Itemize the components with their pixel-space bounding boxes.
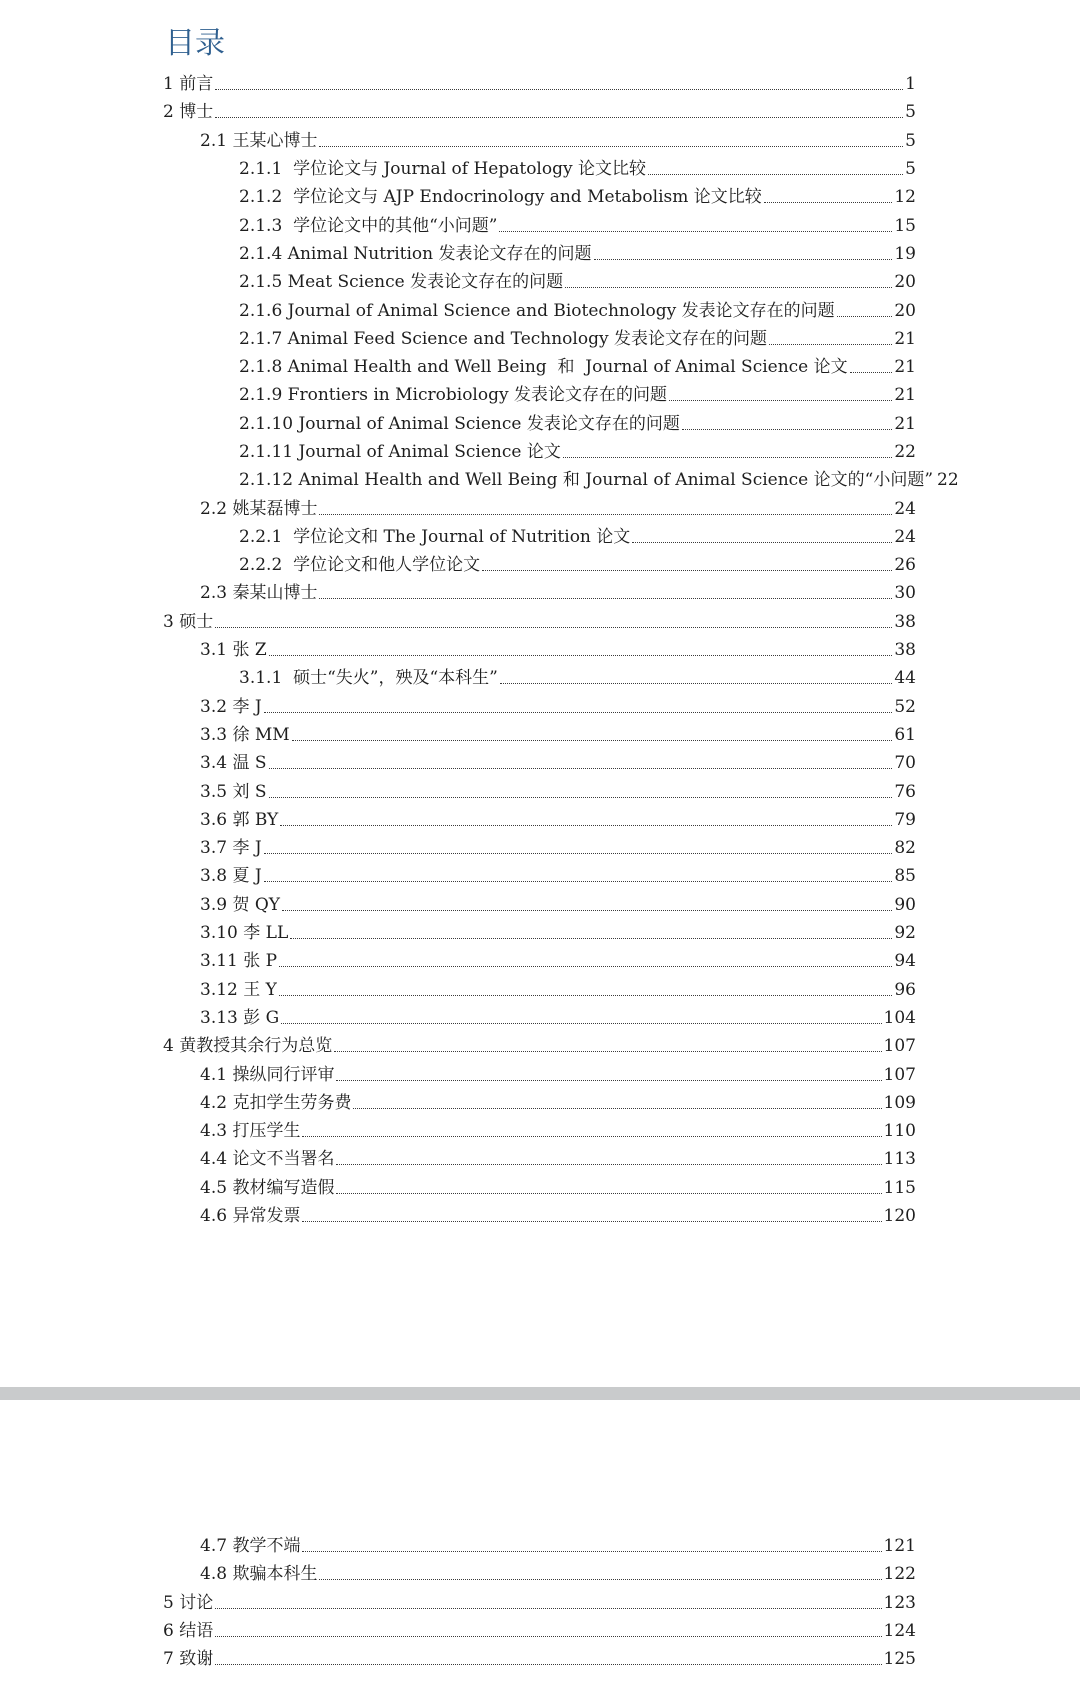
toc-entry[interactable] bbox=[239, 155, 916, 183]
toc-entry-label: 打压学生 bbox=[232, 1121, 301, 1142]
toc-entry[interactable] bbox=[200, 1174, 916, 1202]
toc-entry-label: 学位论文和他人学位论文 bbox=[293, 555, 481, 576]
toc-entry[interactable] bbox=[163, 1617, 916, 1645]
toc-entry[interactable] bbox=[239, 410, 916, 438]
toc-entry-page: 52 bbox=[894, 696, 916, 717]
toc-entry-number: 3.8 bbox=[200, 866, 228, 887]
toc-entry[interactable] bbox=[163, 1645, 916, 1673]
toc-entry-label: 学位论文中的其他“小问题” bbox=[293, 215, 498, 236]
toc-dot-leader bbox=[769, 343, 892, 345]
toc-dot-leader bbox=[669, 399, 892, 401]
toc-entry-page: 38 bbox=[894, 611, 916, 632]
toc-entry-number: 7 bbox=[163, 1649, 174, 1670]
toc-entry-label: 硕士“失火”，殃及“本科生” bbox=[293, 668, 498, 689]
toc-dot-leader bbox=[319, 1578, 881, 1580]
toc-entry-page: 21 bbox=[894, 328, 916, 349]
toc-entry-number: 2.1.2 bbox=[239, 187, 283, 208]
toc-entry-page: 24 bbox=[894, 498, 916, 519]
toc-entry-number: 2.2.1 bbox=[239, 526, 283, 547]
toc-entry-label: Animal Health and Well Being 和 Journal of Animal Science 论文 bbox=[287, 357, 848, 378]
toc-entry-page: 113 bbox=[883, 1149, 916, 1170]
toc-dot-leader bbox=[282, 909, 892, 911]
toc-entry-number: 3.12 bbox=[200, 979, 238, 1000]
toc-entry-number: 4.2 bbox=[200, 1092, 228, 1113]
toc-entry-page: 107 bbox=[883, 1064, 916, 1085]
toc-dot-leader bbox=[302, 1135, 881, 1137]
toc-list bbox=[0, 70, 1080, 1230]
toc-entry-label: 学位论文与 Journal of Hepatology 论文比较 bbox=[293, 159, 646, 180]
toc-entry-label: 张 Z bbox=[232, 640, 267, 661]
toc-entry-number: 3.4 bbox=[200, 753, 228, 774]
toc-entry-page: 79 bbox=[894, 809, 916, 830]
toc-entry[interactable] bbox=[239, 664, 916, 692]
toc-entry[interactable] bbox=[200, 1532, 916, 1560]
toc-entry-page: 61 bbox=[894, 724, 916, 745]
toc-title: 目录 bbox=[165, 26, 225, 61]
toc-dot-leader bbox=[215, 626, 892, 628]
toc-entry-page: 22 bbox=[894, 442, 916, 462]
toc-dot-leader bbox=[215, 1607, 881, 1609]
toc-entry-page: 115 bbox=[883, 1177, 916, 1198]
toc-entry-page: 44 bbox=[894, 668, 916, 689]
toc-entry-label: 前言 bbox=[179, 74, 214, 95]
toc-entry-label: 硕士 bbox=[179, 611, 214, 632]
toc-entry-number: 2.1.7 bbox=[239, 328, 283, 349]
toc-entry-page: 19 bbox=[894, 243, 916, 264]
toc-entry-label: 李 J bbox=[232, 838, 262, 859]
toc-entry[interactable] bbox=[200, 1060, 916, 1088]
toc-entry-number: 4.7 bbox=[200, 1536, 228, 1557]
toc-entry-page: 20 bbox=[894, 300, 916, 321]
toc-dot-leader bbox=[565, 286, 892, 288]
toc-entry-number: 5 bbox=[163, 1592, 174, 1613]
toc-entry-number: 4.1 bbox=[200, 1064, 228, 1085]
toc-dot-leader bbox=[499, 230, 892, 232]
toc-entry-number: 3.1.1 bbox=[239, 668, 283, 689]
toc-entry-page: 125 bbox=[883, 1649, 916, 1670]
toc-entry[interactable] bbox=[200, 862, 916, 890]
toc-dot-leader bbox=[336, 1163, 881, 1165]
toc-entry-number: 4.3 bbox=[200, 1121, 228, 1142]
toc-entry-page: 121 bbox=[883, 1536, 916, 1557]
toc-entry[interactable] bbox=[239, 325, 916, 353]
toc-entry-page: 124 bbox=[883, 1621, 916, 1642]
toc-dot-leader bbox=[269, 654, 893, 656]
toc-dot-leader bbox=[279, 994, 892, 996]
toc-entry-label: Animal Nutrition 发表论文存在的问题 bbox=[287, 243, 592, 264]
toc-entry-label: 操纵同行评审 bbox=[232, 1064, 335, 1085]
toc-entry-label: Animal Feed Science and Technology 发表论文存在的问题 bbox=[287, 328, 767, 349]
toc-entry-label: Journal of Animal Science 发表论文存在的问题 bbox=[298, 413, 680, 434]
toc-dot-leader bbox=[482, 569, 892, 571]
toc-entry-label: 学位论文和 The Journal of Nutrition 论文 bbox=[293, 526, 631, 547]
toc-entry-label: 徐 MM bbox=[232, 724, 290, 745]
toc-entry-number: 3.11 bbox=[200, 951, 238, 972]
toc-entry[interactable] bbox=[200, 636, 916, 664]
toc-dot-leader bbox=[302, 1220, 881, 1222]
toc-entry[interactable] bbox=[163, 1032, 916, 1060]
toc-entry-label: 郭 BY bbox=[232, 809, 279, 830]
toc-entry-label: Frontiers in Microbiology 发表论文存在的问题 bbox=[287, 385, 667, 406]
toc-entry-number: 4.5 bbox=[200, 1177, 228, 1198]
toc-entry-page: 22 bbox=[937, 470, 959, 491]
toc-entry[interactable] bbox=[239, 240, 916, 268]
toc-entry-page: 122 bbox=[883, 1564, 916, 1585]
toc-entry[interactable] bbox=[200, 891, 916, 919]
toc-dot-leader bbox=[837, 315, 893, 317]
toc-dot-leader bbox=[215, 116, 903, 118]
toc-entry[interactable] bbox=[163, 608, 916, 636]
toc-entry-number: 3.1 bbox=[200, 640, 228, 661]
toc-entry[interactable] bbox=[163, 70, 916, 98]
toc-entry-label: 王某心博士 bbox=[232, 130, 318, 151]
toc-dot-leader bbox=[215, 1635, 881, 1637]
toc-entry-number: 3.2 bbox=[200, 696, 228, 717]
toc-entry-page: 1 bbox=[905, 74, 916, 95]
toc-entry[interactable] bbox=[200, 777, 916, 805]
toc-entry[interactable] bbox=[200, 947, 916, 975]
toc-entry-page: 76 bbox=[894, 781, 916, 802]
toc-entry[interactable] bbox=[200, 127, 916, 155]
toc-entry[interactable] bbox=[200, 834, 916, 862]
toc-dot-leader bbox=[319, 597, 892, 599]
toc-entry-page: 24 bbox=[894, 526, 916, 547]
toc-entry-page: 12 bbox=[894, 187, 916, 208]
toc-entry-number: 2.1.10 bbox=[239, 413, 294, 434]
toc-entry[interactable] bbox=[239, 183, 916, 211]
toc-dot-leader bbox=[264, 711, 893, 713]
toc-entry-label: 姚某磊博士 bbox=[232, 498, 318, 519]
toc-entry[interactable] bbox=[239, 211, 916, 239]
toc-entry-label: Journal of Animal Science and Biotechnology 发表论文存在的问题 bbox=[287, 300, 835, 321]
toc-entry-number: 2.3 bbox=[200, 583, 228, 604]
toc-entry-label: 秦某山博士 bbox=[232, 583, 318, 604]
toc-entry-page: 82 bbox=[894, 838, 916, 859]
toc-dot-leader bbox=[279, 965, 892, 967]
toc-entry-page: 110 bbox=[883, 1121, 916, 1142]
toc-entry-number: 2.1.6 bbox=[239, 300, 283, 321]
toc-entry-label: 学位论文与 AJP Endocrinology and Metabolism 论文比较 bbox=[293, 187, 762, 208]
toc-entry-label: 王 Y bbox=[243, 979, 277, 1000]
toc-entry-label: Journal of Animal Science 论文 bbox=[298, 442, 561, 462]
toc-entry-page: 120 bbox=[883, 1206, 916, 1227]
toc-dot-leader bbox=[319, 513, 892, 515]
toc-entry-page: 94 bbox=[894, 951, 916, 972]
toc-entry-number: 2 bbox=[163, 102, 174, 123]
toc-entry-label: 致谢 bbox=[179, 1649, 214, 1670]
toc-dot-leader bbox=[215, 1663, 881, 1665]
toc-entry[interactable] bbox=[200, 494, 916, 522]
toc-dot-leader bbox=[215, 88, 903, 90]
toc-entry-number: 4 bbox=[163, 1036, 174, 1057]
toc-entry-page: 30 bbox=[894, 583, 916, 604]
toc-entry[interactable] bbox=[239, 438, 916, 466]
toc-entry-page: 38 bbox=[894, 640, 916, 661]
toc-entry-page: 90 bbox=[894, 894, 916, 915]
toc-list-continued bbox=[0, 1532, 1080, 1673]
toc-entry-number: 3.9 bbox=[200, 894, 228, 915]
toc-entry-page: 15 bbox=[894, 215, 916, 236]
toc-entry-number: 2.1.3 bbox=[239, 215, 283, 236]
toc-entry[interactable] bbox=[200, 806, 916, 834]
toc-dot-leader bbox=[632, 541, 892, 543]
toc-entry-number: 2.1.12 bbox=[239, 470, 294, 491]
toc-entry-label: 张 P bbox=[243, 951, 278, 972]
toc-entry-label: 结语 bbox=[179, 1621, 214, 1642]
toc-entry-label: 贺 QY bbox=[232, 894, 281, 915]
toc-entry-page: 123 bbox=[883, 1592, 916, 1613]
toc-dot-leader bbox=[269, 796, 893, 798]
toc-dot-leader bbox=[290, 937, 892, 939]
toc-entry-number: 4.8 bbox=[200, 1564, 228, 1585]
toc-entry-label: 黄教授其余行为总览 bbox=[179, 1036, 333, 1057]
toc-entry-number: 3.3 bbox=[200, 724, 228, 745]
toc-dot-leader bbox=[594, 258, 893, 260]
toc-entry-number: 1 bbox=[163, 74, 174, 95]
toc-dot-leader bbox=[280, 824, 892, 826]
toc-entry-number: 3.7 bbox=[200, 838, 228, 859]
toc-entry[interactable] bbox=[163, 1589, 916, 1617]
toc-entry-page: 5 bbox=[905, 102, 916, 123]
toc-entry-number: 2.2.2 bbox=[239, 555, 283, 576]
toc-entry-label: 彭 G bbox=[243, 1007, 280, 1028]
toc-entry-label: 讨论 bbox=[179, 1592, 214, 1613]
toc-entry-number: 2.2 bbox=[200, 498, 228, 519]
toc-dot-leader bbox=[281, 1022, 881, 1024]
toc-entry-number: 2.1.5 bbox=[239, 272, 283, 293]
toc-entry[interactable] bbox=[200, 1004, 916, 1032]
toc-dot-leader bbox=[269, 767, 893, 769]
toc-entry-page: 21 bbox=[894, 413, 916, 434]
toc-entry-number: 4.4 bbox=[200, 1149, 228, 1170]
toc-entry-page: 20 bbox=[894, 272, 916, 293]
toc-entry-label: 教材编写造假 bbox=[232, 1177, 335, 1198]
toc-entry[interactable] bbox=[239, 381, 916, 409]
toc-entry-page: 104 bbox=[883, 1007, 916, 1028]
toc-dot-leader bbox=[500, 682, 893, 684]
toc-entry-label: 夏 J bbox=[232, 866, 262, 887]
toc-dot-leader bbox=[319, 145, 903, 147]
toc-dot-leader bbox=[353, 1107, 881, 1109]
toc-entry-label: 李 LL bbox=[243, 923, 289, 944]
toc-entry-number: 2.1.11 bbox=[239, 442, 294, 462]
toc-entry[interactable] bbox=[239, 353, 916, 381]
toc-entry[interactable] bbox=[239, 551, 916, 579]
toc-entry-page: 5 bbox=[905, 159, 916, 180]
toc-dot-leader bbox=[336, 1192, 881, 1194]
toc-entry-page: 85 bbox=[894, 866, 916, 887]
toc-dot-leader bbox=[302, 1550, 881, 1552]
toc-entry[interactable] bbox=[200, 749, 916, 777]
toc-entry-number: 2.1.1 bbox=[239, 159, 283, 180]
toc-entry-number: 3.10 bbox=[200, 923, 238, 944]
toc-entry-label: 温 S bbox=[232, 753, 267, 774]
toc-entry-label: 教学不端 bbox=[232, 1536, 301, 1557]
toc-entry[interactable] bbox=[200, 919, 916, 947]
toc-entry-label: Meat Science 发表论文存在的问题 bbox=[287, 272, 564, 293]
toc-entry[interactable] bbox=[200, 1145, 916, 1173]
toc-entry-label: 刘 S bbox=[232, 781, 267, 802]
toc-entry-number: 2.1.9 bbox=[239, 385, 283, 406]
toc-entry-number: 3.13 bbox=[200, 1007, 238, 1028]
toc-entry-number: 2.1.4 bbox=[239, 243, 283, 264]
toc-entry-number: 2.1.8 bbox=[239, 357, 283, 378]
toc-dot-leader bbox=[850, 371, 893, 373]
toc-dot-leader bbox=[264, 852, 893, 854]
toc-entry-page: 21 bbox=[894, 385, 916, 406]
toc-entry-number: 3.5 bbox=[200, 781, 228, 802]
toc-entry-label: 论文不当署名 bbox=[232, 1149, 335, 1170]
page-separator bbox=[0, 1387, 1080, 1400]
toc-entry-page: 26 bbox=[894, 555, 916, 576]
toc-entry-number: 4.6 bbox=[200, 1206, 228, 1227]
toc-dot-leader bbox=[292, 739, 893, 741]
toc-entry[interactable] bbox=[239, 296, 916, 324]
toc-entry-page: 96 bbox=[894, 979, 916, 1000]
toc-entry-page: 70 bbox=[894, 753, 916, 774]
toc-entry-page: 5 bbox=[905, 130, 916, 151]
toc-entry-label: 克扣学生劳务费 bbox=[232, 1092, 352, 1113]
toc-dot-leader bbox=[334, 1050, 881, 1052]
toc-entry-page: 21 bbox=[894, 357, 916, 378]
toc-entry[interactable] bbox=[239, 466, 959, 494]
toc-entry-label: Animal Health and Well Being 和 Journal of Animal Science 论文的“小问题” bbox=[298, 470, 934, 491]
toc-page-2 bbox=[0, 1400, 1080, 1681]
toc-entry[interactable] bbox=[200, 721, 916, 749]
toc-entry[interactable] bbox=[200, 579, 916, 607]
toc-entry-number: 6 bbox=[163, 1621, 174, 1642]
toc-entry[interactable] bbox=[239, 523, 916, 551]
toc-dot-leader bbox=[682, 428, 893, 430]
toc-dot-leader bbox=[648, 173, 903, 175]
toc-dot-leader bbox=[264, 880, 893, 882]
toc-entry-page: 109 bbox=[883, 1092, 916, 1113]
toc-entry[interactable] bbox=[200, 1117, 916, 1145]
toc-entry-number: 3.6 bbox=[200, 809, 228, 830]
toc-entry-label: 异常发票 bbox=[232, 1206, 301, 1227]
toc-dot-leader bbox=[336, 1079, 881, 1081]
toc-entry-label: 欺骗本科生 bbox=[232, 1564, 318, 1585]
toc-entry[interactable] bbox=[200, 1089, 916, 1117]
toc-entry-page: 92 bbox=[894, 923, 916, 944]
toc-entry[interactable] bbox=[200, 1560, 916, 1588]
toc-entry[interactable] bbox=[200, 693, 916, 721]
toc-entry-number: 3 bbox=[163, 611, 174, 632]
toc-entry[interactable] bbox=[200, 976, 916, 1004]
toc-entry[interactable] bbox=[163, 98, 916, 126]
toc-entry-label: 李 J bbox=[232, 696, 262, 717]
toc-entry[interactable] bbox=[239, 268, 916, 296]
toc-entry-number: 2.1 bbox=[200, 130, 228, 151]
toc-entry-page: 107 bbox=[883, 1036, 916, 1057]
toc-dot-leader bbox=[563, 456, 893, 458]
toc-entry[interactable] bbox=[200, 1202, 916, 1230]
toc-dot-leader bbox=[764, 201, 893, 203]
toc-entry-label: 博士 bbox=[179, 102, 214, 123]
